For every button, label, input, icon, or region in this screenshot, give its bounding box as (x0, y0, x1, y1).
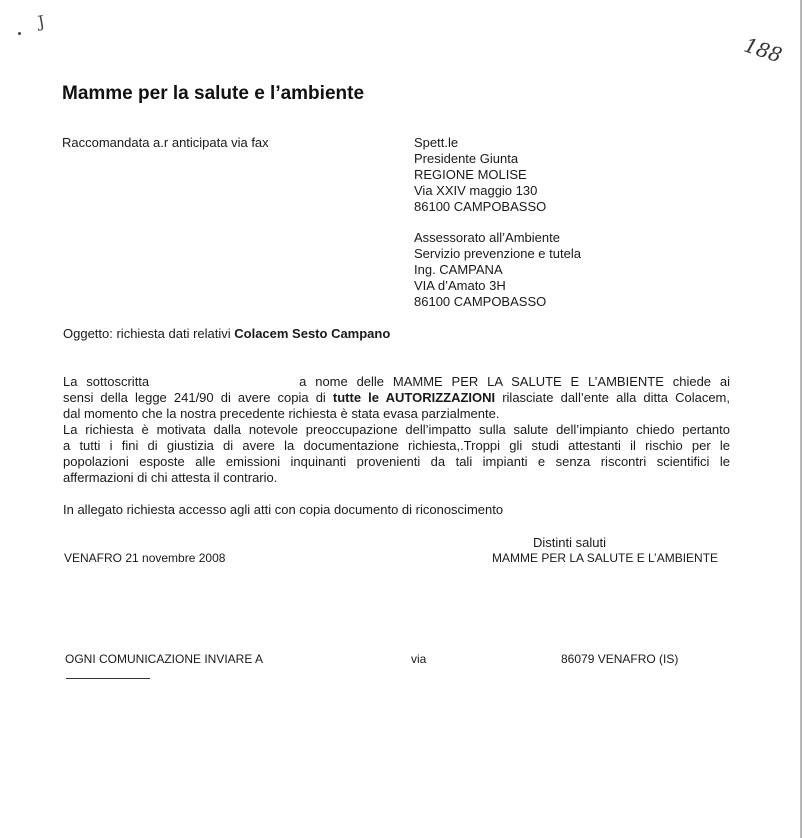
recipient-line: VIA d’Amato 3H (414, 278, 506, 293)
recipient-line: Servizio prevenzione e tutela (414, 246, 581, 261)
footer-underline (66, 678, 150, 679)
closing-signature: MAMME PER LA SALUTE E L’AMBIENTE (492, 551, 719, 565)
subject-bold: Colacem Sesto Campano (234, 326, 391, 341)
recipient-line: Ing. CAMPANA (414, 262, 503, 277)
handwritten-page-number: 188 (741, 32, 785, 68)
body-line: a tutti i fini di giustizia di avere la documentazione richiesta,.Troppi gli studi attestanti il rischio per le (63, 438, 730, 453)
attachment-note: In allegato richiesta accesso agli atti con copia documento di riconoscimento (63, 502, 504, 517)
scan-edge-shadow (800, 0, 802, 838)
delivery-note: Raccomandata a.r anticipata via fax (62, 135, 269, 150)
body-line: La sottoscritta a nome delle MAMME PER LA SALUTE E L’AMBIENTE chiede ai (63, 374, 730, 389)
footer-street-label: via (411, 652, 427, 666)
recipient-line: 86100 CAMPOBASSO (414, 199, 547, 214)
footer-contact-label: OGNI COMUNICAZIONE INVIARE A (65, 652, 264, 666)
recipient-block-1 (414, 135, 546, 215)
body-line: sensi della legge 241/90 di avere copia di tutte le AUTORIZZAZIONI rilasciate dall’ente alla ditta Colacem, (63, 390, 730, 405)
recipient-line: Spett.le (414, 135, 459, 150)
place-date: VENAFRO 21 novembre 2008 (64, 551, 226, 565)
recipient-line: Presidente Giunta (414, 151, 519, 166)
body-line: La richiesta è motivata dalla notevole preoccupazione dell’impatto sulla salute dell’impianto chiedo pertanto (63, 422, 730, 437)
recipient-block-2 (414, 230, 581, 310)
body-line: affermazioni di chi attesta il contrario. (63, 470, 278, 485)
closing-greeting: Distinti saluti (533, 535, 606, 550)
recipient-line: Via XXIV maggio 130 (414, 183, 538, 198)
subject-prefix: Oggetto: richiesta dati relativi (63, 326, 235, 341)
recipient-line: Assessorato all’Ambiente (414, 230, 560, 245)
corner-handwritten-mark: J (36, 11, 47, 32)
body-line: popolazioni esposte alle emissioni inquinanti provenienti da tali impianti e senza riscontri scientifici le (63, 454, 730, 469)
footer-city: 86079 VENAFRO (IS) (561, 652, 679, 666)
subject-line (63, 326, 390, 342)
scan-speck (18, 32, 21, 35)
letter-heading: Mamme per la salute e l’ambiente (62, 83, 365, 104)
recipient-line: 86100 CAMPOBASSO (414, 294, 547, 309)
recipient-line: REGIONE MOLISE (414, 167, 527, 182)
letter-body (63, 374, 730, 486)
body-line: dal momento che la nostra precedente richiesta è stata evasa parzialmente. (63, 406, 500, 421)
